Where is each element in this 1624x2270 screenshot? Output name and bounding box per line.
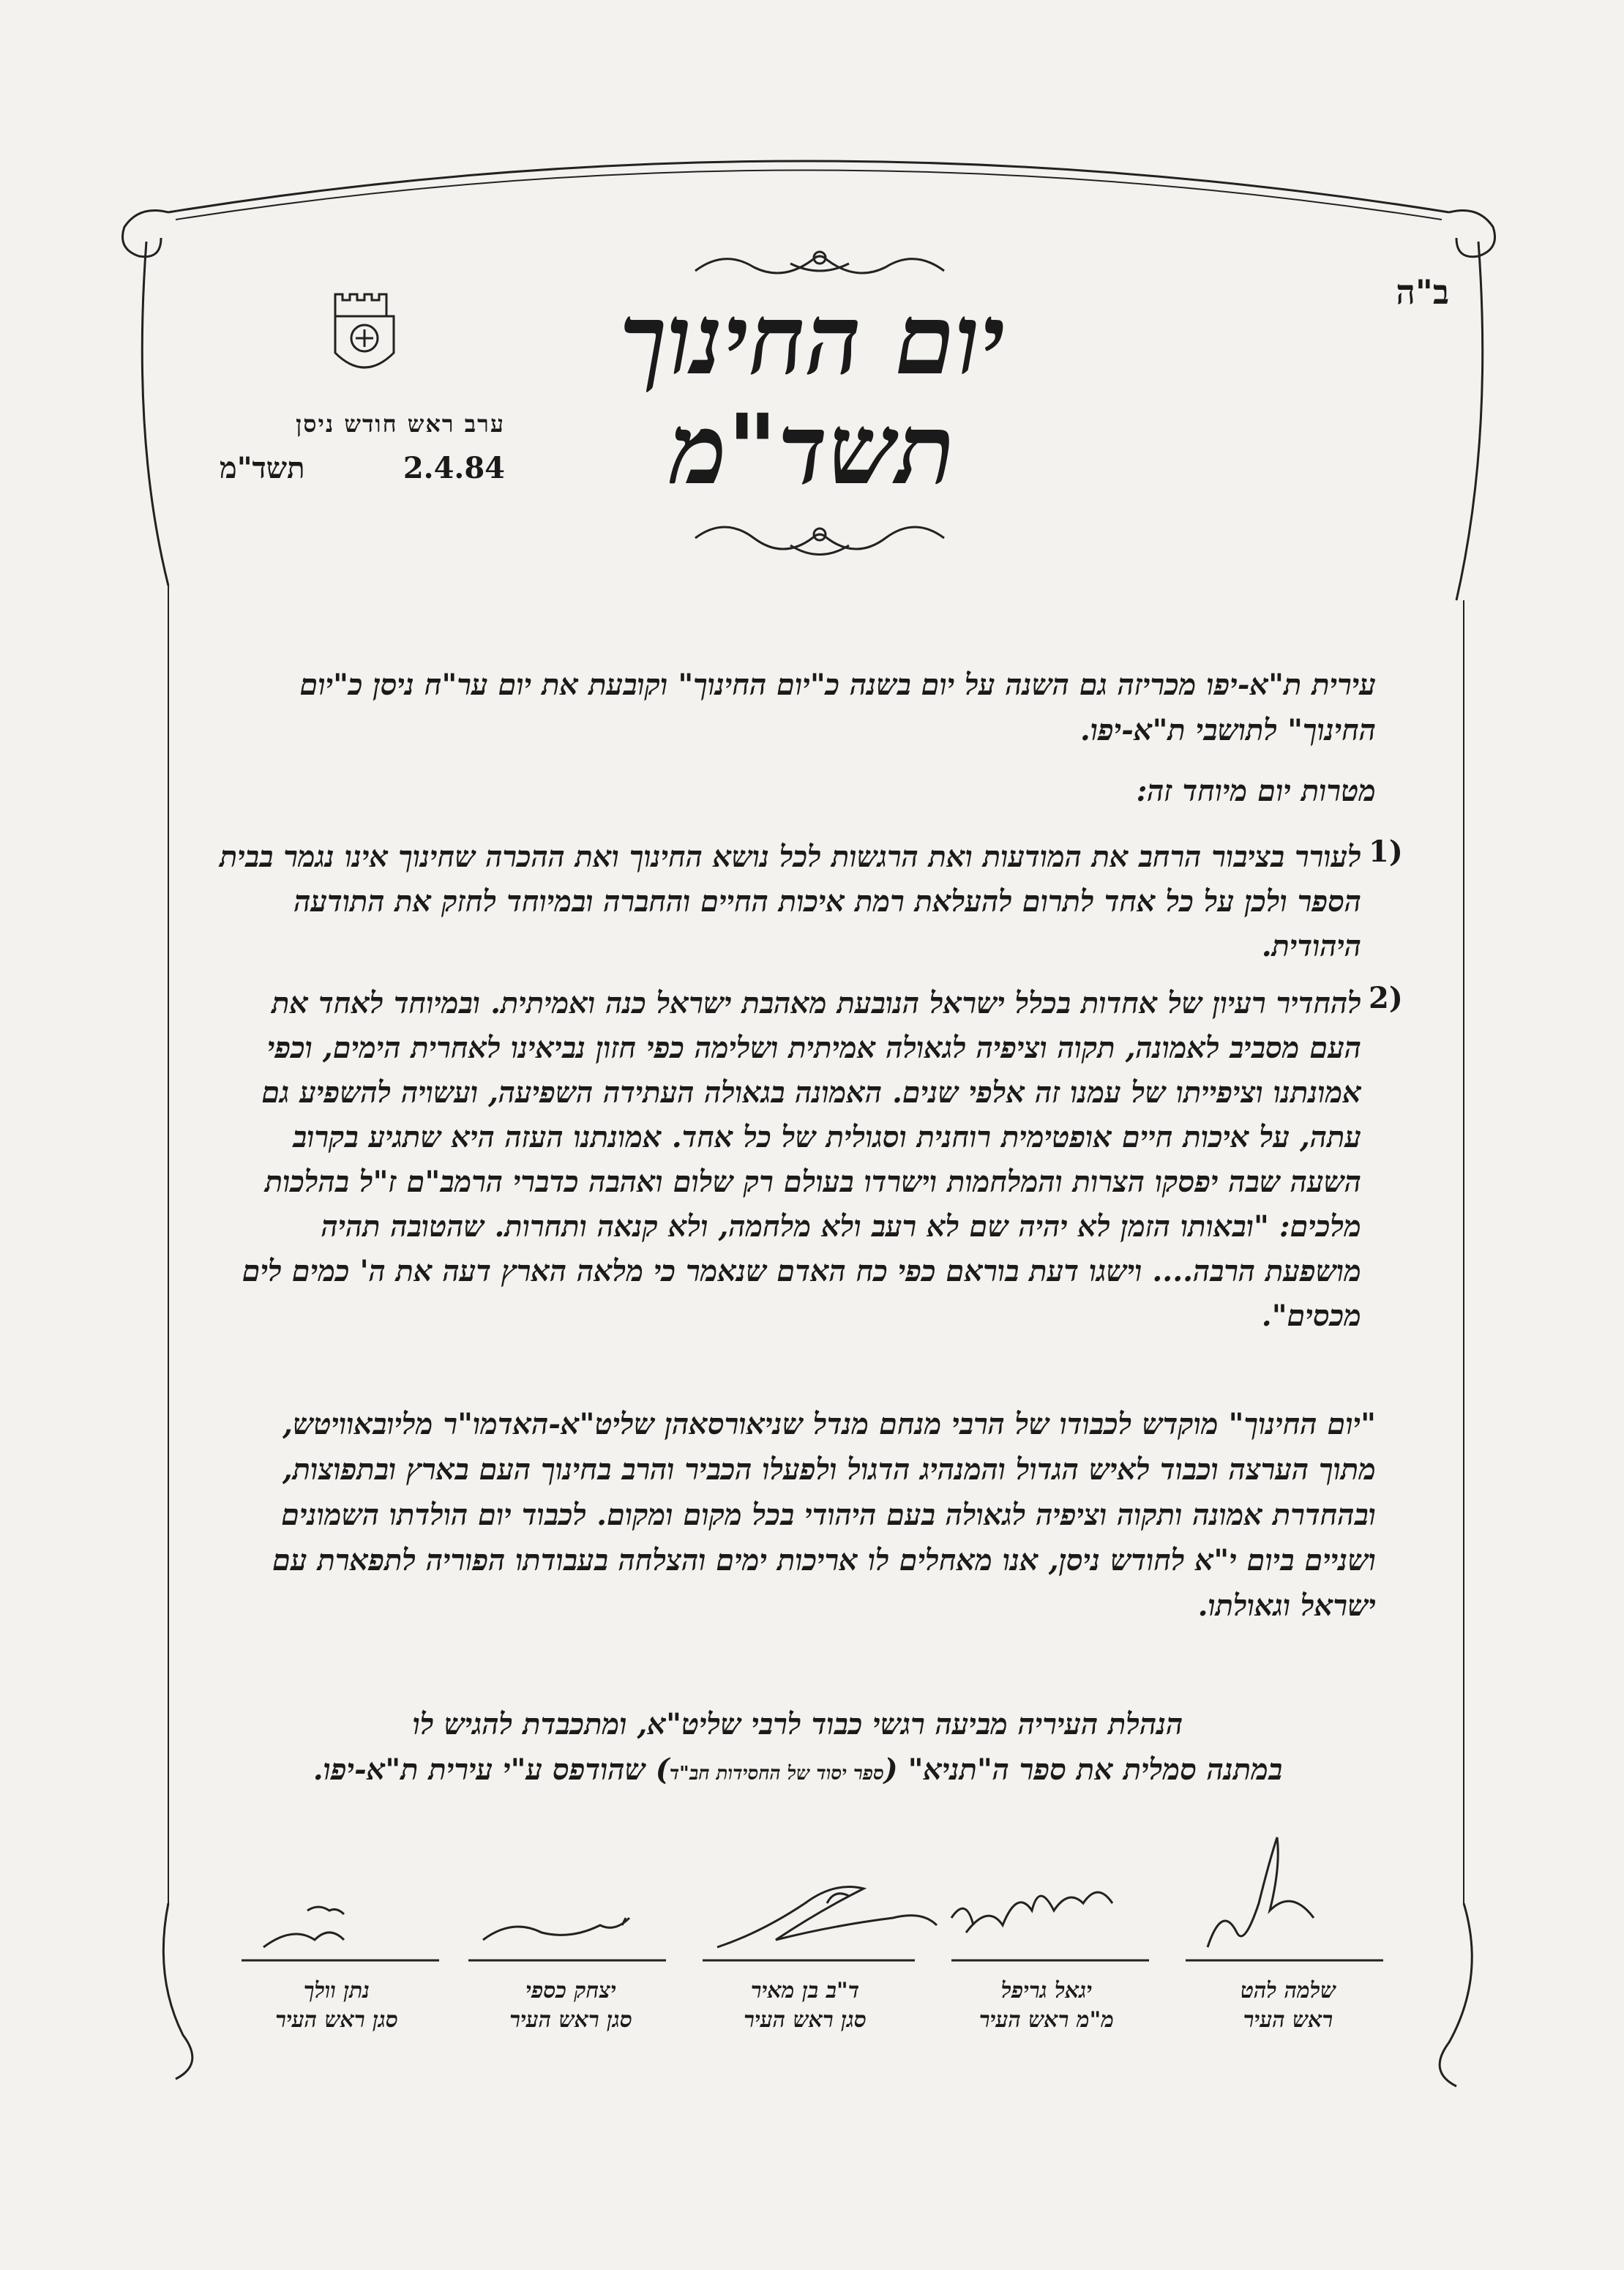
title-line-1: יום החינוך bbox=[619, 283, 1006, 397]
date-year: תשד"מ bbox=[220, 451, 305, 485]
signatory-name: ד"ב בן מאיר bbox=[750, 1978, 860, 2004]
signatory-role: ראש העיר bbox=[1243, 2007, 1333, 2033]
item-number: 1) bbox=[1369, 835, 1403, 869]
signatory-role: סגן ראש העיר bbox=[275, 2007, 398, 2033]
dedication-paragraph: "יום החינוך" מוקדש לכבודו של הרבי מנחם מנדל שניאורסאהן שליט"א-האדמו"ר מליובאוויטש, מתוך הערצה וכבוד לאיש הגדול והמנהיג הדגול ולפעלו הכביר והרב בחינוך העם בארץ ובתפוצות, ובהחדרת אמונה ותקוה וציפיה לגאולה בעם היהודי בכל מקום ומקום. לכבוד יום הולדתו השמונים ושניים ביום י"א לחודש ניסן, אנו מאחלים לו אריכות ימים והצלחה בעבודתו הפוריה לתפארת עם ישראל וגאולתו. bbox=[272, 1407, 1376, 1623]
signatory-role: סגן ראש העיר bbox=[744, 2007, 867, 2033]
signatory-role: סגן ראש העיר bbox=[509, 2007, 632, 2033]
date-hebrew: ערב ראש חודש ניסן bbox=[296, 410, 505, 438]
closing-line-2-end: ) שהודפס ע"י עירית ת"א-יפו. bbox=[313, 1752, 670, 1787]
signatory-name: שלמה להט bbox=[1240, 1978, 1336, 2004]
intro-paragraph: עירית ת"א-יפו מכריזה גם השנה על יום בשנה כ"יום החינוך" וקובעת את יום ער"ח ניסן כ"יום החינוך" לתושבי ת"א-יפו. bbox=[299, 668, 1376, 747]
signature-scribble bbox=[483, 1918, 629, 1940]
signature-scribble bbox=[966, 1892, 1112, 1933]
item-number: 2) bbox=[1369, 981, 1403, 1015]
signatory-3 bbox=[710, 1976, 900, 2035]
aim-item: לעורר בציבור הרחב את המודעות ואת הרגשות לכל נושא החינוך ואת ההכרה שחינוך אינו נגמר בבית הספר ולכן על כל אחד לתרום להעלאת רמת איכות החיים והחברה ובמיוחד לחזק את התודעה היהודית. bbox=[220, 840, 1361, 963]
aims-label: מטרות יום מיוחד זה: bbox=[1136, 774, 1376, 808]
tanya-note: ספר יסוד של החסידות חב"ד bbox=[669, 1763, 884, 1785]
date-numeric: 2.4.84 bbox=[403, 451, 505, 485]
signatory-2 bbox=[951, 1976, 1142, 2035]
aim-item: להחדיר רעיון של אחדות בכלל ישראל הנובעת מאהבת ישראל כנה ואמיתית. ובמיוחד לאחד את העם מסביב לאמונה, תקוה וציפיה לגאולה אמיתית ושלימה כפי חזון נביאינו לאחרית הימים, וכפי אמונתנו וציפייתו של עמנו זה אלפי שנים. האמונה בגאולה העתידה השפיעה, ועשויה להשפיע גם עתה, על איכות חיים אופטימית רוחנית וסגולית של כל אחד. אמונתנו העזה היא שתגיע בקרוב השעה שבה יפסקו הצרות והמלחמות וישרדו בעולם רק שלום ואהבה כדברי הרמב"ם ז"ל בהלכות מלכים: "ובאותו הזמן לא יהיה שם לא רעב ולא מלחמה, ולא קנאה ותחרות. שהטובה תהיה מושפעת הרבה.... וישגו דעת בוראם כפי כח האדם שנאמר כי מלאה הארץ דעה את ה' כמים לים מכסים". bbox=[242, 986, 1361, 1333]
signatory-role: מ"מ ראש העיר bbox=[978, 2007, 1115, 2033]
signatory-4 bbox=[476, 1976, 666, 2035]
closing-line-1: הנהלת העיריה מביעה רגשי כבוד לרבי שליט"א, ומתכבדת להגיש לו bbox=[412, 1707, 1183, 1741]
title-line-2: תשד"מ bbox=[670, 393, 955, 507]
signatory-name: יצחק כספי bbox=[525, 1978, 616, 2004]
signatory-name: יגאל גריפל bbox=[1000, 1978, 1093, 2004]
closing-line-2-start: במתנה סמלית את ספר ה"תניא" ( bbox=[883, 1752, 1283, 1787]
signature-scribble bbox=[717, 1887, 937, 1948]
signature-scribble bbox=[1208, 1837, 1314, 1947]
bh-mark: ב"ה bbox=[1396, 272, 1449, 312]
signatory-name: נתן וולך bbox=[303, 1978, 370, 2004]
signatory-5 bbox=[242, 1976, 432, 2035]
signature-scribble bbox=[263, 1933, 344, 1947]
signatory-1 bbox=[1193, 1976, 1383, 2035]
